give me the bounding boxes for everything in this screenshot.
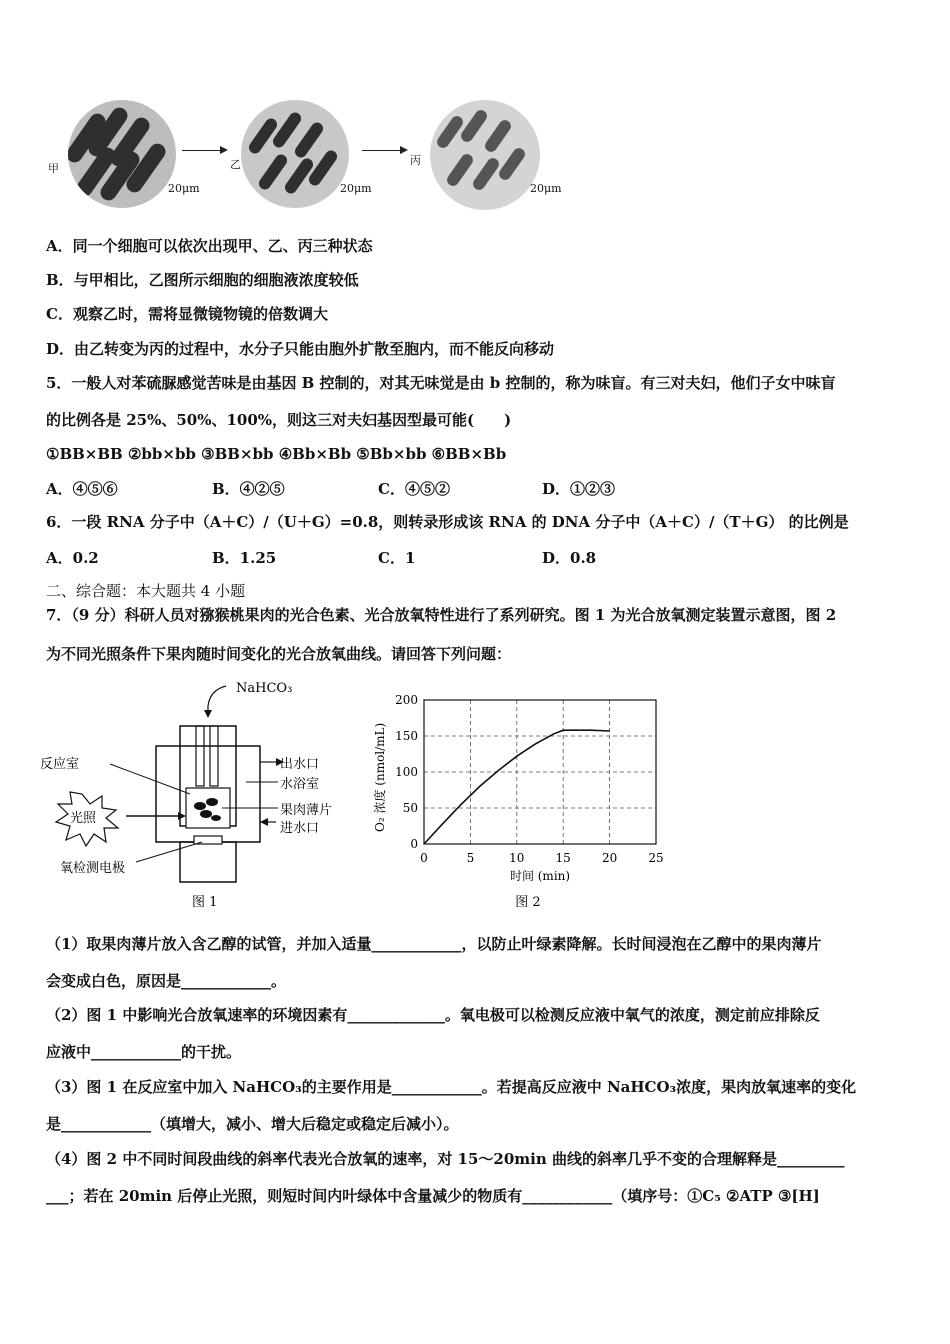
x-tick-label: 0 [420,851,428,865]
scale-bar-2: 20μm [340,182,372,195]
outlet-label: 出水口 [280,757,320,772]
q5-option-c: C．④⑤② [378,480,450,498]
label-bing: 丙 [410,154,421,167]
q5-stem-line2: 的比例各是 25%、50%、100%，则这三对夫妇基因型最可能( ) [46,411,512,429]
y-tick-label: 100 [395,765,418,779]
q4-option-b: B．与甲相比，乙图所示细胞的细胞液浓度较低 [46,271,359,289]
q7-sub1-line2: 会变成白色，原因是____________。 [46,972,287,990]
micrograph-bing [430,100,540,210]
label-jia: 甲 [48,162,59,175]
inlet-arrow-icon [260,818,268,826]
nahco3-arrow-icon [204,710,212,718]
water-bath-label: 水浴室 [280,777,320,792]
label-yi: 乙 [230,158,241,171]
chart-y-label: O₂ 浓度 (nmol/mL) [373,722,387,832]
arrow-2 [362,150,406,151]
x-tick-label: 5 [466,851,475,865]
x-tick-label: 10 [509,851,525,865]
micrograph-jia [68,100,176,208]
q4-option-a: A．同一个细胞可以依次出现甲、乙、丙三种状态 [46,237,373,255]
light-arrow-icon [178,812,186,820]
q5-option-d: D．①②③ [542,480,616,498]
y-tick-label: 0 [410,837,418,851]
q7-sub4-line2: ___；若在 20min 后停止光照，则短时间内叶绿体中含量减少的物质有____________（填序号：①C₅ ②ATP ③[H] [46,1187,820,1205]
q7-sub3-line2: 是____________（填增大，减小、增大后稳定或稳定后减小）。 [46,1115,459,1133]
light-label: 光照 [70,811,97,826]
q5-option-b: B．④②⑤ [212,480,285,498]
scale-bar-3: 20μm [530,182,562,195]
o2-chart [364,686,674,912]
electrode-label: 氧检测电极 [60,861,126,876]
chart-x-label: 时间 (min) [509,869,571,883]
x-tick-label: 20 [601,851,618,865]
y-tick-label: 200 [395,693,418,707]
scale-bar-1: 20μm [168,182,200,195]
q7-sub2-line1: （2）图 1 中影响光合放氧速率的环境因素有_____________。氧电极可以检测反应液中氧气的浓度，测定前应排除反 [46,1006,820,1024]
figure-2-caption: 图 2 [515,895,541,910]
q7-sub2-line2: 应液中____________的干扰。 [46,1043,242,1061]
slice-label: 果肉薄片 [280,803,333,818]
micrograph-yi [241,100,349,208]
q7-sub4-line1: （4）图 2 中不同时间段曲线的斜率代表光合放氧的速率，对 15～20min 曲线的斜率几乎不变的合理解释是_________ [46,1150,845,1168]
inlet-label: 进水口 [280,821,320,836]
q6-option-c: C．1 [378,549,416,567]
q7-stem-line2: 为不同光照条件下果肉随时间变化的光合放氧曲线。请回答下列问题： [46,645,512,663]
q5-option-a: A．④⑤⑥ [46,480,118,498]
reaction-chamber-label: 反应室 [40,757,80,772]
y-tick-label: 150 [395,729,418,743]
q6-option-a: A．0.2 [46,549,99,567]
apparatus-diagram [40,676,360,916]
arrow-1 [182,150,226,151]
figure-1-caption: 图 1 [192,895,218,910]
chart-grid [424,700,656,844]
q4-option-c: C．观察乙时，需将显微镜物镜的倍数调大 [46,305,328,323]
nahco3-label: NaHCO₃ [236,681,293,696]
x-tick-label: 25 [648,851,664,865]
q5-choices: ①BB×BB ②bb×bb ③BB×bb ④Bb×Bb ⑤Bb×bb ⑥BB×Bb [46,445,507,463]
x-tick-label: 15 [555,851,571,865]
q6-option-b: B．1.25 [212,549,277,567]
y-tick-label: 50 [402,801,418,815]
q6-stem: 6．一段 RNA 分子中（A＋C）/（U＋G）=0.8，则转录形成该 RNA 的 DNA 分子中（A＋C）/（T＋G） 的比例是 [46,513,849,531]
q4-option-d: D．由乙转变为丙的过程中，水分子只能由胞外扩散至胞内，而不能反向移动 [46,340,555,358]
section-2-heading: 二、综合题：本大题共 4 小题 [46,582,246,600]
q6-option-d: D．0.8 [542,549,597,567]
plasmolysis-figure [46,100,606,210]
q7-sub3-line1: （3）图 1 在反应室中加入 NaHCO₃的主要作用是____________。若提高反应液中 NaHCO₃浓度，果肉放氧速率的变化 [46,1078,857,1096]
q5-stem-line1: 5．一般人对苯硫脲感觉苦味是由基因 B 控制的，对其无味觉是由 b 控制的，称为味盲。有三对夫妇，他们子女中味盲 [46,374,836,392]
q7-sub1-line1: （1）取果肉薄片放入含乙醇的试管，并加入适量____________，以防止叶绿素降解。长时间浸泡在乙醇中的果肉薄片 [46,935,822,953]
q7-stem-line1: 7．（9 分）科研人员对猕猴桃果肉的光合色素、光合放氧特性进行了系列研究。图 1 为光合放氧测定装置示意图，图 2 [46,606,837,624]
